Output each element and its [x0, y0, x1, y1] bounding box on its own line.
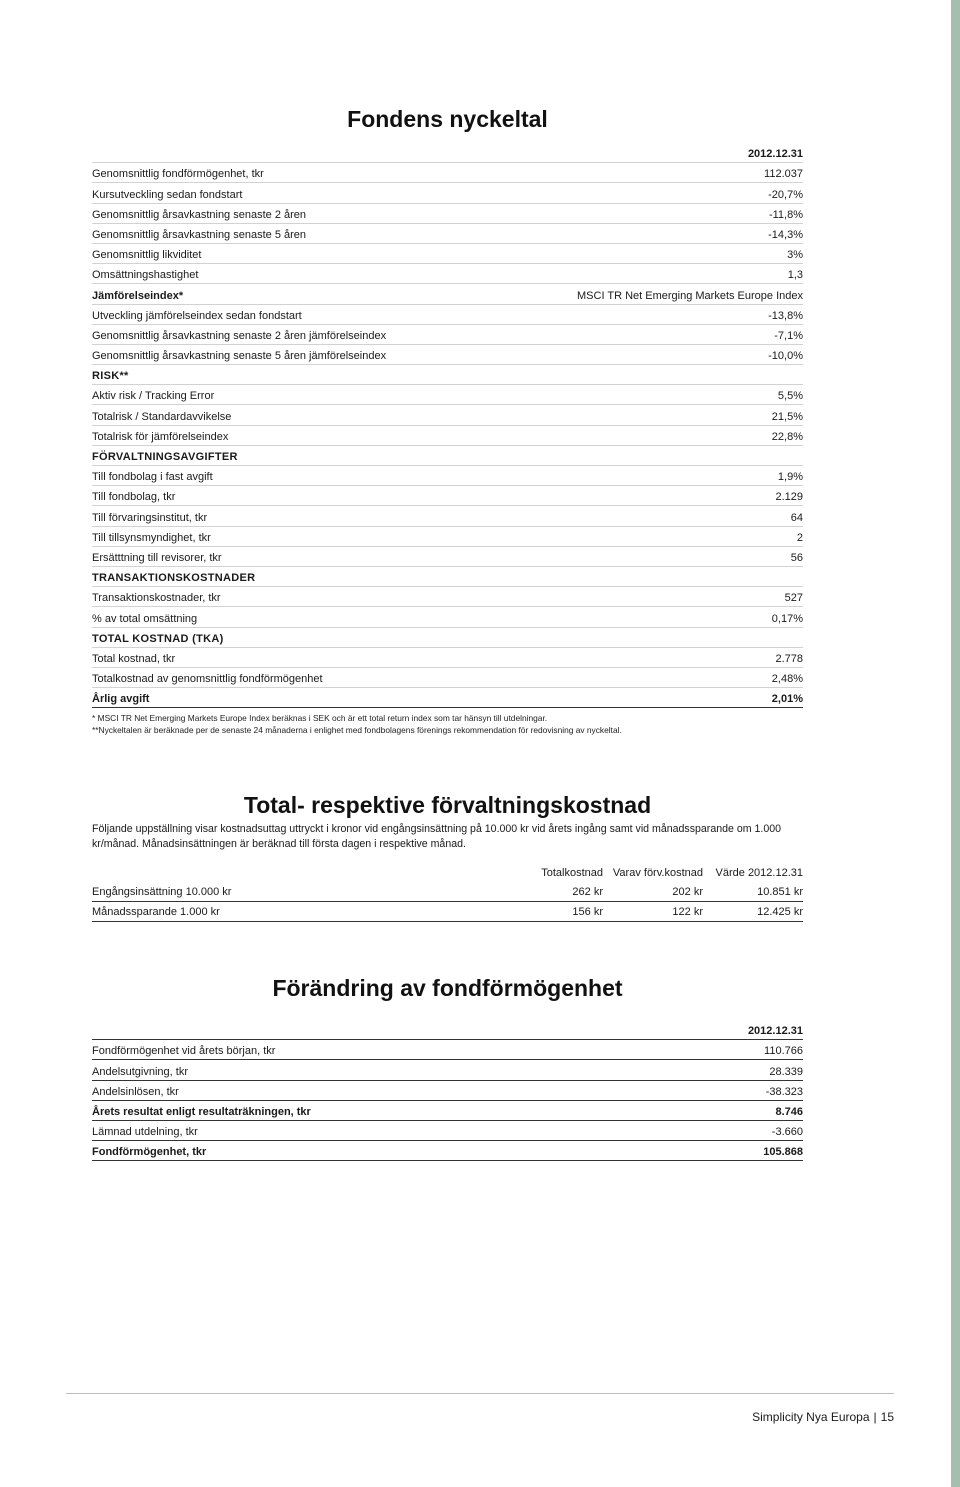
- row-label: Årlig avgift: [92, 693, 150, 706]
- row-value: 1,3: [787, 269, 803, 282]
- row-value: 28.339: [769, 1065, 803, 1078]
- table-row: [92, 547, 803, 567]
- page-footer: [752, 1410, 894, 1424]
- table-row: [92, 325, 803, 345]
- page-number: 15: [880, 1410, 894, 1424]
- table-row: [92, 902, 803, 922]
- table-row: [92, 204, 803, 224]
- row-value: 2.778: [775, 652, 803, 665]
- row-value: -38.323: [765, 1085, 803, 1098]
- row-value: -20,7%: [768, 188, 803, 201]
- totalcost-table: [92, 862, 803, 922]
- keyfigures-header-row: [92, 143, 803, 163]
- row-value: 22,8%: [771, 430, 803, 443]
- row-value: 3%: [787, 249, 803, 262]
- row-value: -11,8%: [768, 208, 803, 221]
- table-row: [92, 506, 803, 526]
- cell-total-cost: 156 kr: [572, 906, 603, 918]
- date-header: 2012.12.31: [747, 1025, 803, 1038]
- row-label: Utveckling jämförelseindex sedan fondstart: [92, 309, 302, 322]
- row-value: 5,5%: [777, 390, 803, 403]
- row-value: -10,0%: [768, 350, 803, 363]
- row-label: Till fondbolag i fast avgift: [92, 471, 213, 484]
- column-header: Varav förv.kostnad: [612, 867, 703, 879]
- row-value: 105.868: [763, 1146, 803, 1159]
- row-label: Omsättningshastighet: [92, 269, 199, 282]
- table-row: [92, 587, 803, 607]
- section-heading-fees: [92, 446, 803, 466]
- row-value: 2,48%: [771, 673, 803, 686]
- row-value: 56: [790, 551, 803, 564]
- row-label: Engångsinsättning 10.000 kr: [92, 886, 232, 898]
- row-label: Fondförmögenhet, tkr: [92, 1146, 207, 1159]
- column-header: Totalkostnad: [541, 867, 603, 879]
- row-value: -3.660: [771, 1126, 803, 1139]
- table-row: [92, 1101, 803, 1121]
- row-value: -7,1%: [774, 329, 803, 342]
- keyfigures-title: Fondens nyckeltal: [347, 106, 548, 132]
- row-label: Andelsinlösen, tkr: [92, 1085, 179, 1098]
- table-row: [92, 486, 803, 506]
- row-value: 64: [790, 511, 803, 524]
- change-header-row: [92, 1020, 803, 1040]
- row-label: Månadssparande 1.000 kr: [92, 906, 220, 918]
- footer-separator: |: [873, 1410, 877, 1424]
- date-header: 2012.12.31: [747, 148, 803, 161]
- table-row: [92, 163, 803, 183]
- row-label: Årets resultat enligt resultaträkningen, tkr: [92, 1105, 311, 1118]
- row-label: Transaktionskostnader, tkr: [92, 592, 221, 605]
- section-label: TRANSAKTIONSKOSTNADER: [92, 572, 256, 585]
- table-row: [92, 1081, 803, 1101]
- row-label: Genomsnittlig årsavkastning senaste 5 åren: [92, 228, 307, 241]
- row-label: Ersätttning till revisorer, tkr: [92, 551, 222, 564]
- row-label: % av total omsättning: [92, 612, 198, 625]
- row-value: 21,5%: [771, 410, 803, 423]
- keyfigures-table: [92, 143, 803, 708]
- row-value: 112.037: [764, 168, 803, 181]
- cell-total-cost: 262 kr: [572, 886, 603, 898]
- row-label: Till förvaringsinstitut, tkr: [92, 511, 208, 524]
- footnote-risk: **Nyckeltalen är beräknade per de senaste 24 månaderna i enlighet med fondbolagens förenings rekommendation för redovisning av nyckeltal.: [92, 725, 622, 735]
- fund-name: Simplicity Nya Europa: [752, 1410, 870, 1424]
- table-row: [92, 244, 803, 264]
- row-label: Kursutveckling sedan fondstart: [92, 188, 243, 201]
- section-label: RISK**: [92, 370, 129, 383]
- section-label: FÖRVALTNINGSAVGIFTER: [92, 451, 238, 463]
- table-row: [92, 264, 803, 284]
- table-row: [92, 1141, 803, 1161]
- column-header: Värde 2012.12.31: [715, 867, 803, 879]
- row-label: Totalrisk / Standardavvikelse: [92, 410, 232, 423]
- row-label: Total kostnad, tkr: [92, 652, 176, 665]
- table-row: [92, 385, 803, 405]
- decorative-side-bar: [951, 0, 960, 1487]
- row-label: Aktiv risk / Tracking Error: [92, 390, 215, 403]
- row-label: Genomsnittlig årsavkastning senaste 2 åren: [92, 208, 307, 221]
- footnote-benchmark: * MSCI TR Net Emerging Markets Europe Index beräknas i SEK och är ett total return index som tar hänsyn till utdelningar.: [92, 713, 548, 723]
- row-label: Genomsnittlig årsavkastning senaste 5 åren jämförelseindex: [92, 350, 387, 363]
- table-row: [92, 527, 803, 547]
- row-label: Fondförmögenhet vid årets början, tkr: [92, 1045, 276, 1058]
- row-value: 2,01%: [771, 693, 803, 706]
- row-label: Genomsnittlig fondförmögenhet, tkr: [92, 168, 264, 181]
- table-row: [92, 648, 803, 668]
- row-label: Till fondbolag, tkr: [92, 491, 176, 504]
- row-value: -13,8%: [768, 309, 803, 322]
- row-value: -14,3%: [768, 228, 803, 241]
- row-label: Genomsnittlig likviditet: [92, 249, 202, 262]
- table-row: [92, 224, 803, 244]
- table-row: [92, 426, 803, 446]
- change-table: [92, 1020, 803, 1161]
- cell-management-cost: 202 kr: [672, 886, 703, 898]
- cell-value: 12.425 kr: [757, 906, 803, 918]
- table-row: [92, 1121, 803, 1141]
- table-row-annual-fee: [92, 688, 803, 708]
- row-value: 2.129: [775, 491, 803, 504]
- table-row: [92, 305, 803, 325]
- section-heading-transaction-costs: [92, 567, 803, 587]
- row-value: 8.746: [775, 1105, 803, 1118]
- section-heading-risk: [92, 365, 803, 385]
- table-row: [92, 345, 803, 365]
- row-label: Till tillsynsmyndighet, tkr: [92, 531, 211, 544]
- table-row: [92, 1060, 803, 1080]
- row-label: Genomsnittlig årsavkastning senaste 2 åren jämförelseindex: [92, 329, 387, 342]
- cell-value: 10.851 kr: [757, 886, 803, 898]
- change-title: Förändring av fondförmögenhet: [272, 975, 623, 1001]
- table-row: [92, 405, 803, 425]
- table-row: [92, 1040, 803, 1060]
- table-row: [92, 882, 803, 902]
- row-label: Totalrisk för jämförelseindex: [92, 430, 229, 443]
- table-row: [92, 607, 803, 627]
- row-label: Jämförelseindex*: [92, 289, 184, 302]
- table-row: [92, 284, 803, 304]
- row-label: Andelsutgivning, tkr: [92, 1065, 188, 1078]
- row-label: Lämnad utdelning, tkr: [92, 1126, 198, 1139]
- totalcost-title: Total- respektive förvaltningskostnad: [243, 792, 652, 818]
- row-label: Totalkostnad av genomsnittlig fondförmögenhet: [92, 673, 323, 686]
- row-value: 0,17%: [771, 612, 803, 625]
- section-heading-total-cost: [92, 628, 803, 648]
- table-row: [92, 183, 803, 203]
- table-row: [92, 466, 803, 486]
- totalcost-intro: Följande uppställning visar kostnadsuttag uttryckt i kronor vid engångsinsättning på 10.000 kr vid årets ingång samt vid månadssparande om 1.000 kr/månad. Månadsinsättningen är beräknad till första dagen i respektive månad.: [92, 823, 781, 850]
- footer-divider: [66, 1393, 894, 1394]
- row-value: 110.766: [764, 1045, 803, 1058]
- cell-management-cost: 122 kr: [672, 906, 703, 918]
- row-value: 527: [784, 592, 803, 605]
- row-value: 2: [796, 531, 803, 544]
- section-label: TOTAL KOSTNAD (TKA): [92, 632, 224, 645]
- table-header-row: [92, 862, 803, 882]
- table-row: [92, 668, 803, 688]
- row-value: 1,9%: [777, 471, 803, 484]
- row-value: MSCI TR Net Emerging Markets Europe Index: [577, 289, 803, 302]
